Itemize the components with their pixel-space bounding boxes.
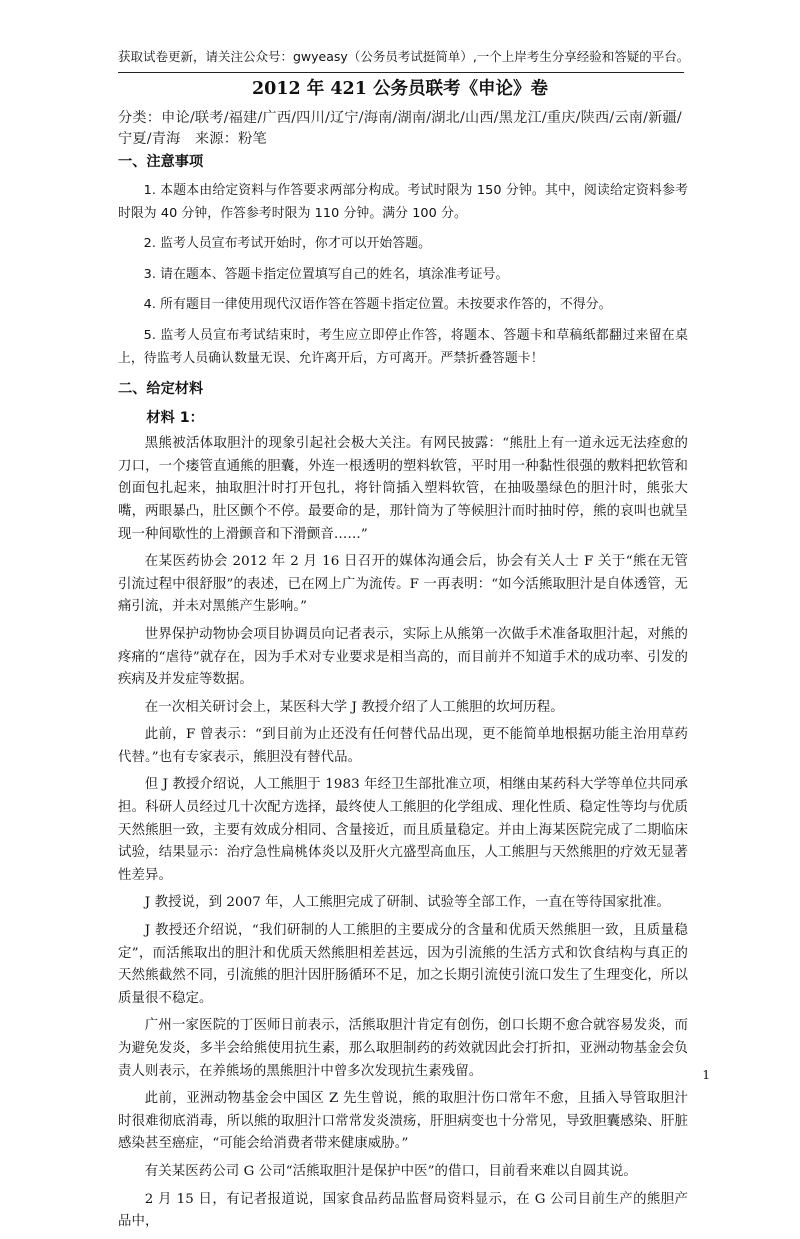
section-heading-materials: 二、给定材料 xyxy=(118,381,204,398)
body-paragraph: J 教授说，到 2007 年，人工熊胆完成了研制、试验等全部工作，一直在等待国家批准。 xyxy=(144,895,670,911)
page-header: 获取试卷更新，请关注公众号：gwyeasy（公务员考试挺简单）,一个上岸考生分享经验和答疑的平台。 xyxy=(118,49,690,64)
body-paragraph: 但 J 教授介绍说，人工熊胆于 1983 年经卫生部批准立项，相继由某药科大学等单位共同承担。科研人员经过几十次配方选择，最终使人工熊胆的化学组成、理化性质、稳定性等均与优质天然熊胆一致，主要有效成分相同、含量接近，而且质量稳定。并由上海某医院完成了二期临床试验，结果显示：治疗急性扁桃体炎以及肝火亢盛型高血压，人工熊胆与天然熊胆的疗效无显著性差异。 xyxy=(118,777,688,883)
note-item: 3. 请在题本、答题卡指定位置填写自己的姓名，填涂准考证号。 xyxy=(143,266,509,282)
body-paragraph: 黑熊被活体取胆汁的现象引起社会极大关注。有网民披露：“熊肚上有一道永远无法痊愈的刀口，一个瘘管直通熊的胆囊，外连一根透明的塑料软管，平时用一种黏性很强的敷料把软管和创面包扎起来，抽取胆汁时打开包扎，将针筒插入塑料软管，在抽吸墨绿色的胆汁时，熊张大嘴，两眼暴凸，肚区颤个不停。最要命的是，那针筒为了等候胆汁而时抽时停，熊的哀叫也就呈现一种间歇性的上滑颤音和下滑颤音……” xyxy=(118,436,688,542)
body-paragraph: 广州一家医院的丁医师日前表示，活熊取胆汁肯定有创伤，创口长期不愈合就容易发炎，而为避免发炎，多半会给熊使用抗生素，那么取胆制药的药效就因此会打折扣，亚洲动物基金会负责人则表示，在养熊场的黑熊胆汁中曾多次发现抗生素残留。 xyxy=(118,1018,688,1079)
body-paragraph: 有关某医药公司 G 公司“活熊取胆汁是保护中医”的借口，目前看来难以自圆其说。 xyxy=(144,1163,637,1179)
document-title: 2012 年 421 公务员联考《申论》卷 xyxy=(251,79,548,99)
note-item: 1. 本题本由给定资料与作答要求两部分构成。考试时限为 150 分钟。其中，阅读给定资料参考时限为 40 分钟，作答参考时限为 110 分钟。满分 100 分。 xyxy=(118,183,688,221)
category-line: 分类：申论/联考/福建/广西/四川/辽宁/海南/湖南/湖北/山西/黑龙江/重庆/陕西/云南/新疆/宁夏/青海 来源：粉笔 xyxy=(118,110,682,147)
body-paragraph: J 教授还介绍说，“我们研制的人工熊胆的主要成分的含量和优质天然熊胆一致，且质量稳定”，而活熊取出的胆汁和优质天然熊胆相差甚远，因为引流熊的生活方式和饮食结构与真正的天然熊截然不同，引流熊的胆汁因肝肠循环不足，加之长期引流使引流口发生了生理变化，所以质量很不稳定。 xyxy=(118,923,688,1006)
document-body xyxy=(118,151,688,1239)
body-paragraph: 此前，F 曾表示：“到目前为止还没有任何替代品出现，更不能简单地根据功能主治用草药代替。”也有专家表示，熊胆没有替代品。 xyxy=(118,727,688,765)
note-item: 2. 监考人员宣布考试开始时，你才可以开始答题。 xyxy=(143,236,432,252)
body-paragraph: 在某医药协会 2012 年 2 月 16 日召开的媒体沟通会后，协会有关人士 F 关于“熊在无管引流过程中很舒服”的表述，已在网上广为流传。F 一再表明：“如今活熊取胆汁是自体透管，无痛引流，并未对黑熊产生影响。” xyxy=(118,554,688,615)
section-heading-notes: 一、注意事项 xyxy=(118,154,204,170)
header-divider xyxy=(118,72,684,73)
material-heading: 材料 1： xyxy=(146,410,204,427)
body-paragraph: 世界保护动物协会项目协调员向记者表示，实际上从熊第一次做手术准备取胆汁起，对熊的疼痛的“虐待”就存在，因为手术对专业要求是相当高的，而目前并不知道手术的成功率、引发的疾病及并发症等数据。 xyxy=(118,626,688,688)
body-paragraph: 此前，亚洲动物基金会中国区 Z 先生曾说，熊的取胆汁伤口常年不愈，且插入导管取胆汁时很难彻底消毒，所以熊的取胆汁口常常发炎溃疡，肝胆病变也十分常见，导致胆囊感染、肝脏感染甚至癌症，“可能会给消费者带来健康威胁。” xyxy=(118,1091,688,1152)
note-item: 4. 所有题目一律使用现代汉语作答在答题卡指定位置。未按要求作答的，不得分。 xyxy=(143,297,612,313)
body-paragraph: 在一次相关研讨会上，某医科大学 J 教授介绍了人工熊胆的坎坷历程。 xyxy=(144,699,564,715)
note-item: 5. 监考人员宣布考试结束时，考生应立即停止作答，将题本、答题卡和草稿纸都翻过来留在桌上，待监考人员确认数量无误、允许离开后，方可离开。严禁折叠答题卡！ xyxy=(118,327,688,366)
page-number: 1 xyxy=(702,1068,710,1082)
body-paragraph: 2 月 15 日，有记者报道说，国家食品药品监督局资料显示，在 G 公司目前生产的熊胆产品中， xyxy=(118,1191,688,1230)
